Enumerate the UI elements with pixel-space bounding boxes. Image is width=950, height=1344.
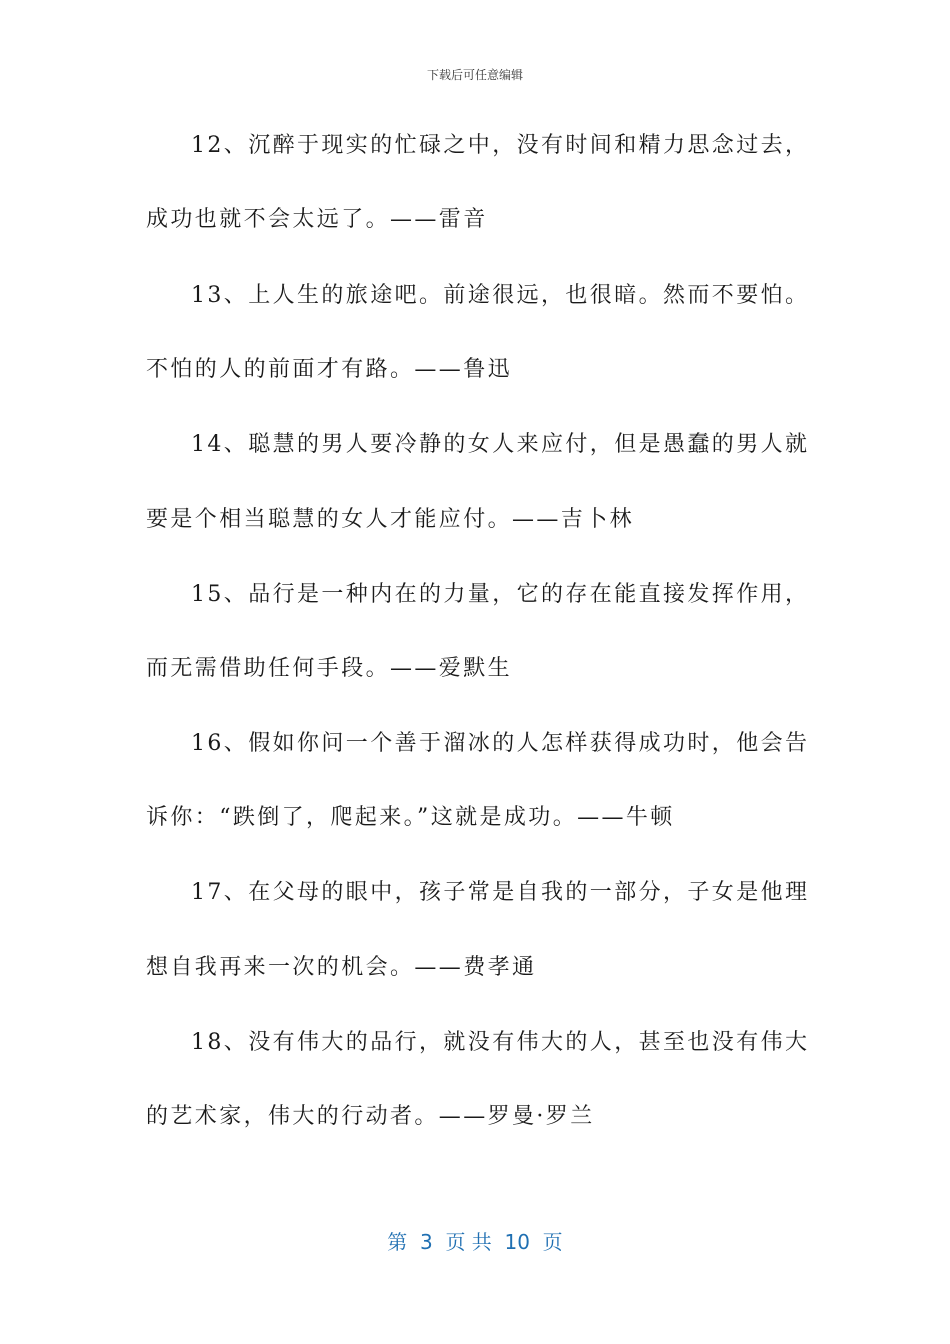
quote-16-line-1: 16、假如你问一个善于溜冰的人怎样获得成功时，他会告	[191, 731, 810, 756]
quote-13-line-1: 13、上人生的旅途吧。前途很远，也很暗。然而不要怕。	[191, 283, 810, 308]
quote-18-line-1: 18、没有伟大的品行，就没有伟大的人，甚至也没有伟大	[191, 1030, 810, 1055]
quote-18-line-2: 的艺术家，伟大的行动者。——罗曼·罗兰	[146, 1104, 595, 1129]
quote-16-line-2: 诉你：“跌倒了，爬起来。”这就是成功。——牛顿	[146, 805, 675, 830]
quote-13-line-2: 不怕的人的前面才有路。——鲁迅	[146, 357, 513, 382]
quote-15-line-2: 而无需借助任何手段。——爱默生	[146, 656, 513, 681]
quote-17-line-1: 17、在父母的眼中，孩子常是自我的一部分，子女是他理	[191, 880, 810, 905]
quote-14-line-1: 14、聪慧的男人要冷静的女人来应付，但是愚蠢的男人就	[191, 432, 810, 457]
quote-12-line-2: 成功也就不会太远了。——雷音	[146, 207, 488, 232]
quote-12-line-1: 12、沉醉于现实的忙碌之中，没有时间和精力思念过去，	[191, 133, 810, 158]
quote-15-line-1: 15、品行是一种内在的力量，它的存在能直接发挥作用，	[191, 582, 810, 607]
quote-14-line-2: 要是个相当聪慧的女人才能应付。——吉卜林	[146, 507, 635, 532]
quote-17-line-2: 想自我再来一次的机会。——费孝通	[146, 955, 537, 980]
page-header: 下载后可任意编辑	[426, 68, 523, 82]
page-number-footer: 第 3 页 共 10 页	[387, 1230, 563, 1254]
